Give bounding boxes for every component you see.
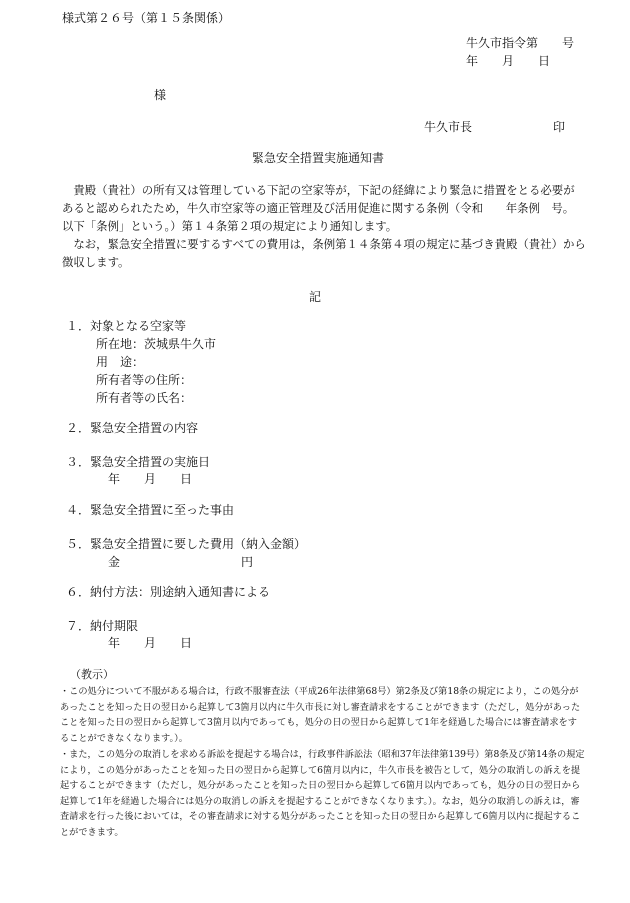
item-3-date: 年 月 日 bbox=[108, 472, 193, 486]
item-6-heading: ６．納付方法：別途納入通知書による bbox=[66, 585, 271, 599]
item-1-heading: １．対象となる空家等 bbox=[66, 319, 187, 333]
item-1-owner-address: 所有者等の住所： bbox=[96, 373, 193, 387]
item-5-heading: ５．緊急安全措置に要した費用（納入金額） bbox=[66, 537, 307, 551]
item-7-date: 年 月 日 bbox=[108, 636, 193, 650]
item-5-amount-prefix: 金 bbox=[108, 555, 121, 569]
addressee-honorific: 様 bbox=[154, 88, 167, 102]
item-5-amount-unit: 円 bbox=[241, 555, 254, 569]
body-paragraph: あると認められたため，牛久市空家等の適正管理及び活用促進に関する条例（令和 年条例 号。 bbox=[62, 201, 575, 215]
body-paragraph: 以下「条例」という。）第１４条第２項の規定により通知します。 bbox=[62, 219, 398, 233]
issuer-name: 牛久市長 bbox=[424, 120, 473, 134]
body-paragraph: なお，緊急安全措置に要するすべての費用は，条例第１４条第４項の規定に基づき貴殿（貴社）から bbox=[62, 237, 586, 251]
body-paragraph: 貴殿（貴社）の所有又は管理している下記の空家等が，下記の経緯により緊急に措置をとる必要が bbox=[62, 183, 575, 197]
notice-heading: （教示） bbox=[70, 668, 114, 681]
item-7-heading: ７．納付期限 bbox=[66, 619, 139, 633]
notice-bullet: ・また，この処分の取消しを求める訴訟を提起する場合は，行政事件訴訟法（昭和37年法律第139号）第8条及び第14条の規定により，この処分があったことを知った日の翌日から起算して6箇月以内に，牛久市長を被告として，処分の取消しの訴えを提起することができます（ただし，処分があったことを知った日の翌日から起算して6箇月以内であっても，処分の日の翌日から起算して1年を経過した場合には処分の取消しの訴えを提起することができなくなります。）。なお，処分の取消しの訴えは，審査請求を行った後においては，その審査請求に対する処分があったことを知った日の翌日から起算して6箇月以内に提起することができます。 bbox=[60, 749, 585, 838]
item-1-usage: 用 途： bbox=[96, 355, 145, 369]
item-4-heading: ４．緊急安全措置に至った事由 bbox=[66, 503, 235, 517]
seal-mark: 印 bbox=[553, 120, 566, 134]
item-1-owner-name: 所有者等の氏名： bbox=[96, 391, 193, 405]
reference-number: 牛久市指令第 号 bbox=[466, 36, 575, 50]
ki-marker: 記 bbox=[309, 290, 322, 304]
item-2-heading: ２．緊急安全措置の内容 bbox=[66, 421, 199, 435]
form-number: 様式第２６号（第１５条関係） bbox=[62, 11, 231, 25]
document-title: 緊急安全措置実施通知書 bbox=[252, 151, 385, 165]
issue-date: 年 月 日 bbox=[466, 54, 551, 68]
body-paragraph: 徴収します。 bbox=[62, 255, 130, 269]
notice-bullet: ・この処分について不服がある場合は，行政不服審査法（平成26年法律第68号）第2条及び第18条の規定により，この処分があったことを知った日の翌日から起算して3箇月以内に牛久市長に対し審査請求をすることができます（ただし，処分があったことを知った日の翌日から起算して3箇月以内であっても，処分の日の翌日から起算して1年を経過した場合には審査請求をすることができなくなります。）。 bbox=[60, 686, 581, 744]
item-3-heading: ３．緊急安全措置の実施日 bbox=[66, 455, 211, 469]
item-1-location: 所在地：茨城県牛久市 bbox=[96, 337, 217, 351]
